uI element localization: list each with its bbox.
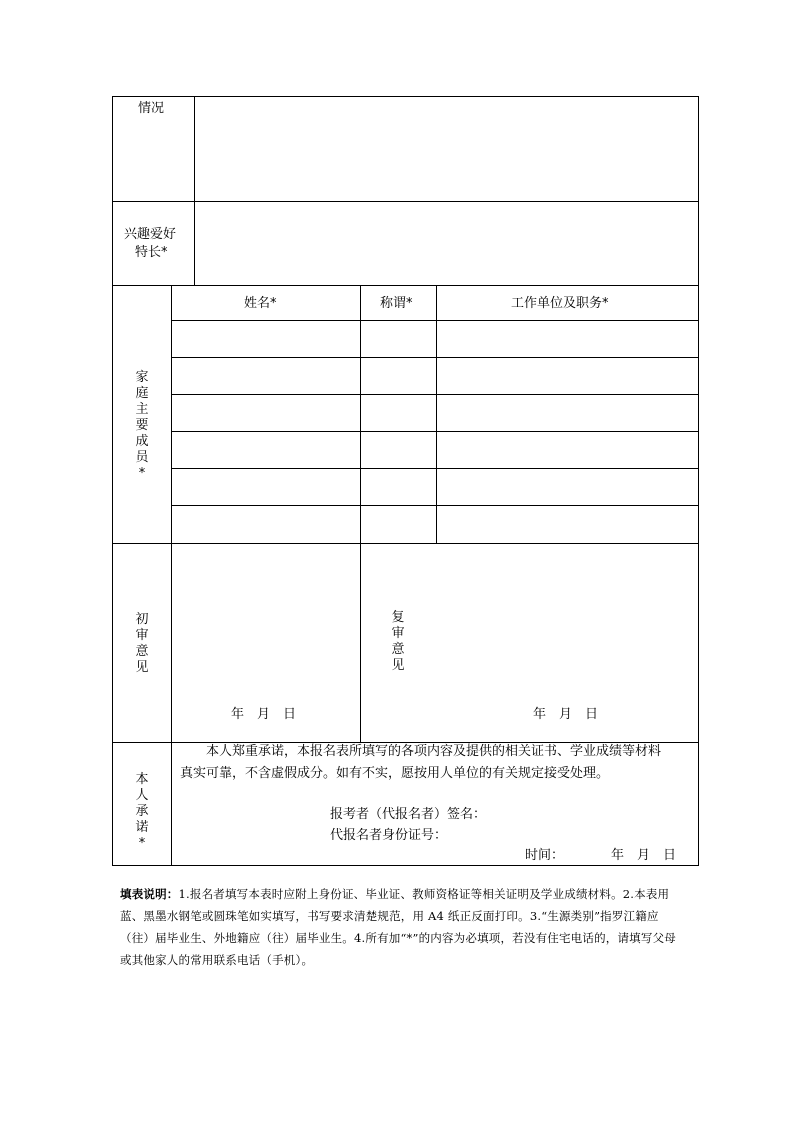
divider xyxy=(112,742,699,743)
column-header-name: 姓名* xyxy=(244,296,277,311)
hobby-label: 兴趣爱好 xyxy=(124,227,177,242)
hobby-label-line2: 特长* xyxy=(135,245,168,260)
situation-field[interactable] xyxy=(195,97,698,201)
hobby-field[interactable] xyxy=(195,202,698,285)
table-row[interactable] xyxy=(172,358,698,394)
second-review-label: 复审意见 xyxy=(391,610,405,673)
border-right xyxy=(698,96,699,866)
pledge-text-line1: 本人郑重承诺，本报名表所填写的各项内容及提供的相关证书、学业成绩等材料 xyxy=(206,744,662,759)
family-section-label: 家庭主要成员* xyxy=(135,370,149,481)
second-review-date: 年 月 日 xyxy=(533,707,599,722)
instructions-text: 1.报名者填写本表时应附上身份证、毕业证、教师资格证等相关证明及学业成绩材料。2.本表用蓝、黑墨水钢笔或圆珠笔如实填写，书写要求清楚规范，用 A4 纸正反面打印。3.“生源类别”指罗江籍应（往）届毕业生、外地籍应（往）届毕业生。4.所有加“*”的内容为必填项，若没有住宅电话的，请填写父母或其他家人的常用联系电话（手机）。 xyxy=(120,887,676,967)
time-date: 年 月 日 xyxy=(611,848,677,863)
pledge-section-label: 本人承诺* xyxy=(135,772,149,851)
border-left xyxy=(112,96,113,866)
column-header-workplace: 工作单位及职务* xyxy=(511,296,609,311)
table-row[interactable] xyxy=(172,432,698,468)
form-instructions xyxy=(120,883,680,971)
border-bottom xyxy=(112,865,699,866)
table-row[interactable] xyxy=(172,321,698,357)
pledge-text-line2: 真实可靠，不含虚假成分。如有不实，愿按用人单位的有关规定接受处理。 xyxy=(180,766,610,781)
table-row[interactable] xyxy=(172,469,698,505)
table-row[interactable] xyxy=(172,395,698,431)
signature-label: 报考者（代报名者）签名： xyxy=(330,807,487,822)
first-review-date: 年 月 日 xyxy=(231,707,297,722)
divider xyxy=(112,543,699,544)
time-label: 时间： xyxy=(525,848,565,863)
id-number-label: 代报名者身份证号： xyxy=(330,828,448,843)
instructions-lead: 填表说明： xyxy=(120,887,179,901)
divider xyxy=(360,543,361,743)
table-row[interactable] xyxy=(172,506,698,542)
divider xyxy=(112,285,699,286)
first-review-label: 初审意见 xyxy=(135,612,149,675)
column-header-relation: 称谓* xyxy=(380,296,413,311)
situation-label: 情况 xyxy=(138,101,165,116)
